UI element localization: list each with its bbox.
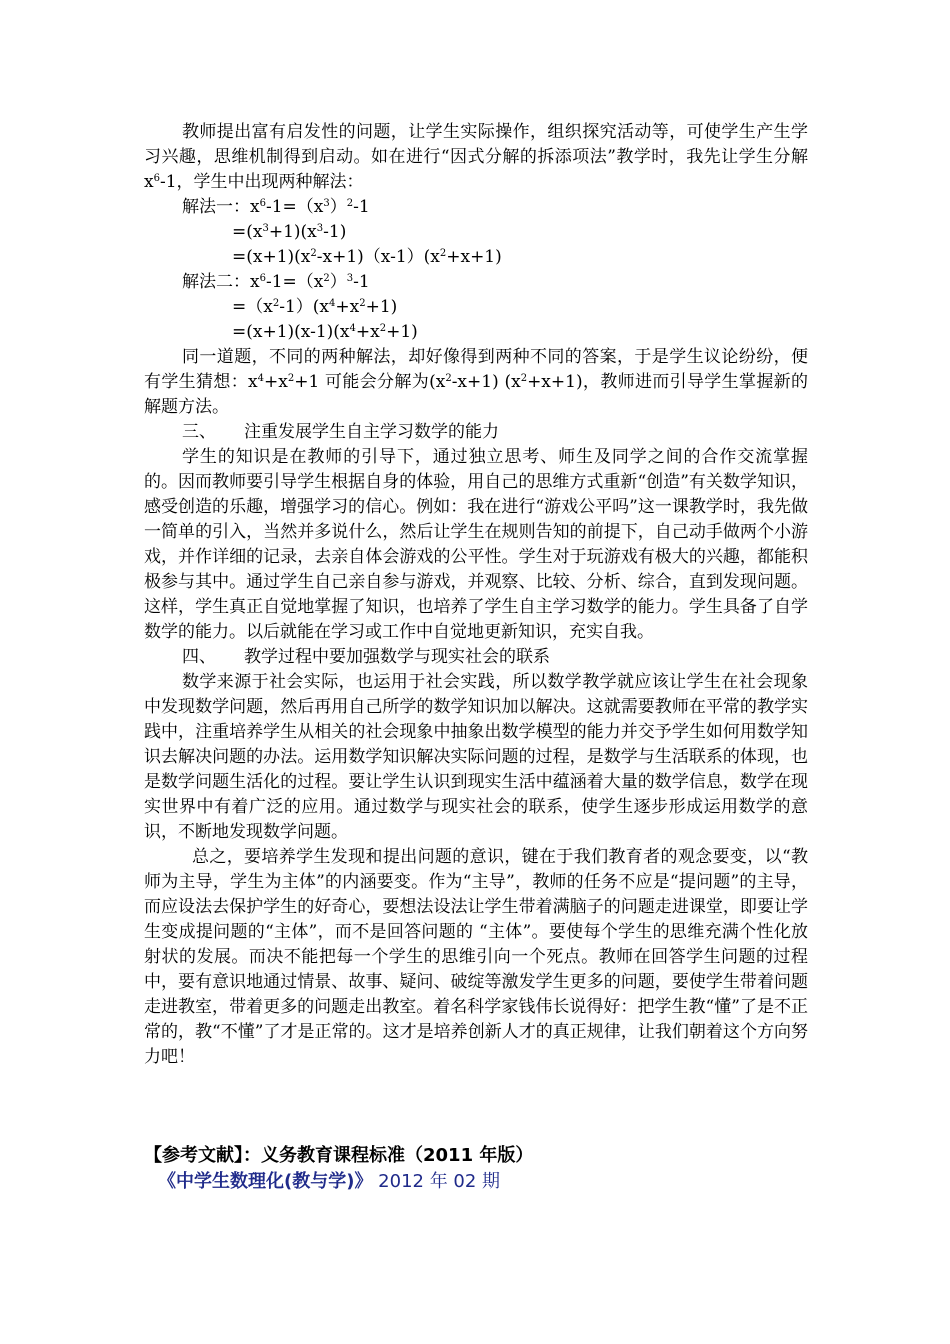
solution1-line2: $=(x^3+1)(x^3-1)$ [232, 222, 347, 242]
section3-heading [144, 420, 808, 445]
section4-title: 教学过程中要加强数学与现实社会的联系 [244, 647, 550, 667]
reference-line-2 [144, 1169, 808, 1195]
discussion-paragraph: 同一道题，不同的两种解法，却好像得到两种不同的答案，于是学生议论纷纷，便有学生猜想：$x^4+x^2+1$ 可能会分解为$(x^2-x+1)$ $(x^2+x+1)$，教师进而引导学生掌握新的解题方法。 [144, 347, 809, 417]
section4-number: 四、 [182, 647, 216, 667]
references [144, 1143, 808, 1195]
solution1-line1: 解法一：$x^6-1=(x^3)^2-1$ [182, 197, 370, 217]
solution2-line1: 解法二：$x^6-1=(x^2)^3-1$ [182, 272, 370, 292]
document-body [144, 120, 808, 1070]
reference-journal: 《中学生数理化(教与学)》 [158, 1171, 373, 1192]
solution2-line3: $=(x+1)(x-1)(x^4+x^2+1)$ [232, 322, 418, 342]
conclusion-paragraph: 总之，要培养学生发现和提出问题的意识，键在于我们教育者的观念要变，以“教师为主导，学生为主体”的内涵要变。作为“主导”，教师的任务不应是“提问题”的主导，而应设法去保护学生的好奇心，要想法设法让学生带着满脑子的问题走进课堂，即要让学生变成提问题的“主体”，而不是回答问题的 “主体”。要使每个学生的思维充满个性化放射状的发展。而决不能把每一个学生的思维引向一个死点。教师在回答学生问题的过程中，要有意识地通过情景、故事、疑问、破绽等激发学生更多的问题，要使学生带着问题走进教室，带着更多的问题走出教室。着名科学家钱伟长说得好：把学生教“懂”了是不正常的，教“不懂”了才是正常的。这才是培养创新人才的真正规律，让我们朝着这个方向努力吧！ [144, 847, 808, 1067]
solution2-line2: $=(x^2-1)(x^4+x^2+1)$ [232, 297, 398, 317]
section4-heading [144, 645, 808, 670]
section3-paragraph: 学生的知识是在教师的引导下，通过独立思考、师生及同学之间的合作交流掌握的。因而教师要引导学生根据自身的体验，用自己的思维方式重新“创造”有关数学知识，感受创造的乐趣，增强学习的信心。例如：我在进行“游戏公平吗”这一课教学时，我先做一简单的引入，当然并多说什么，然后让学生在规则告知的前提下，自己动手做两个小游戏，并作详细的记录，去亲自体会游戏的公平性。学生对于玩游戏有极大的兴趣，都能积极参与其中。通过学生自己亲自参与游戏，并观察、比较、分析、综合，直到发现问题。这样，学生真正自觉地掌握了知识，也培养了学生自主学习数学的能力。学生具备了自学数学的能力。以后就能在学习或工作中自觉地更新知识，充实自我。 [144, 447, 808, 642]
solution1-line3: $=(x+1)(x^2-x+1)(x-1)(x^2+x+1)$ [232, 247, 502, 267]
section3-title: 注重发展学生自主学习数学的能力 [244, 422, 499, 442]
reference-issue: 2012 年 02 期 [372, 1171, 501, 1192]
section4-paragraph: 数学来源于社会实际，也运用于社会实践，所以数学教学就应该让学生在社会现象中发现数学问题，然后再用自己所学的数学知识加以解决。这就需要教师在平常的教学实践中，注重培养学生从相关的社会现象中抽象出数学模型的能力并交予学生如何用数学知识去解决问题的办法。运用数学知识解决实际问题的过程，是数学与生活联系的体现，也是数学问题生活化的过程。要让学生认识到现实生活中蕴涵着大量的数学信息，数学在现实世界中有着广泛的应用。通过数学与现实社会的联系，使学生逐步形成运用数学的意识，不断地发现数学问题。 [144, 672, 808, 842]
section3-number: 三、 [182, 422, 216, 442]
reference-line-1: 【参考文献】：义务教育课程标准（2011 年版） [144, 1145, 534, 1166]
intro-paragraph: 教师提出富有启发性的问题，让学生实际操作，组织探究活动等，可使学生产生学习兴趣，思维机制得到启动。如在进行“因式分解的拆添项法”教学时，我先让学生分解 $x^6-1$，学生中出现两种解法： [144, 122, 808, 192]
